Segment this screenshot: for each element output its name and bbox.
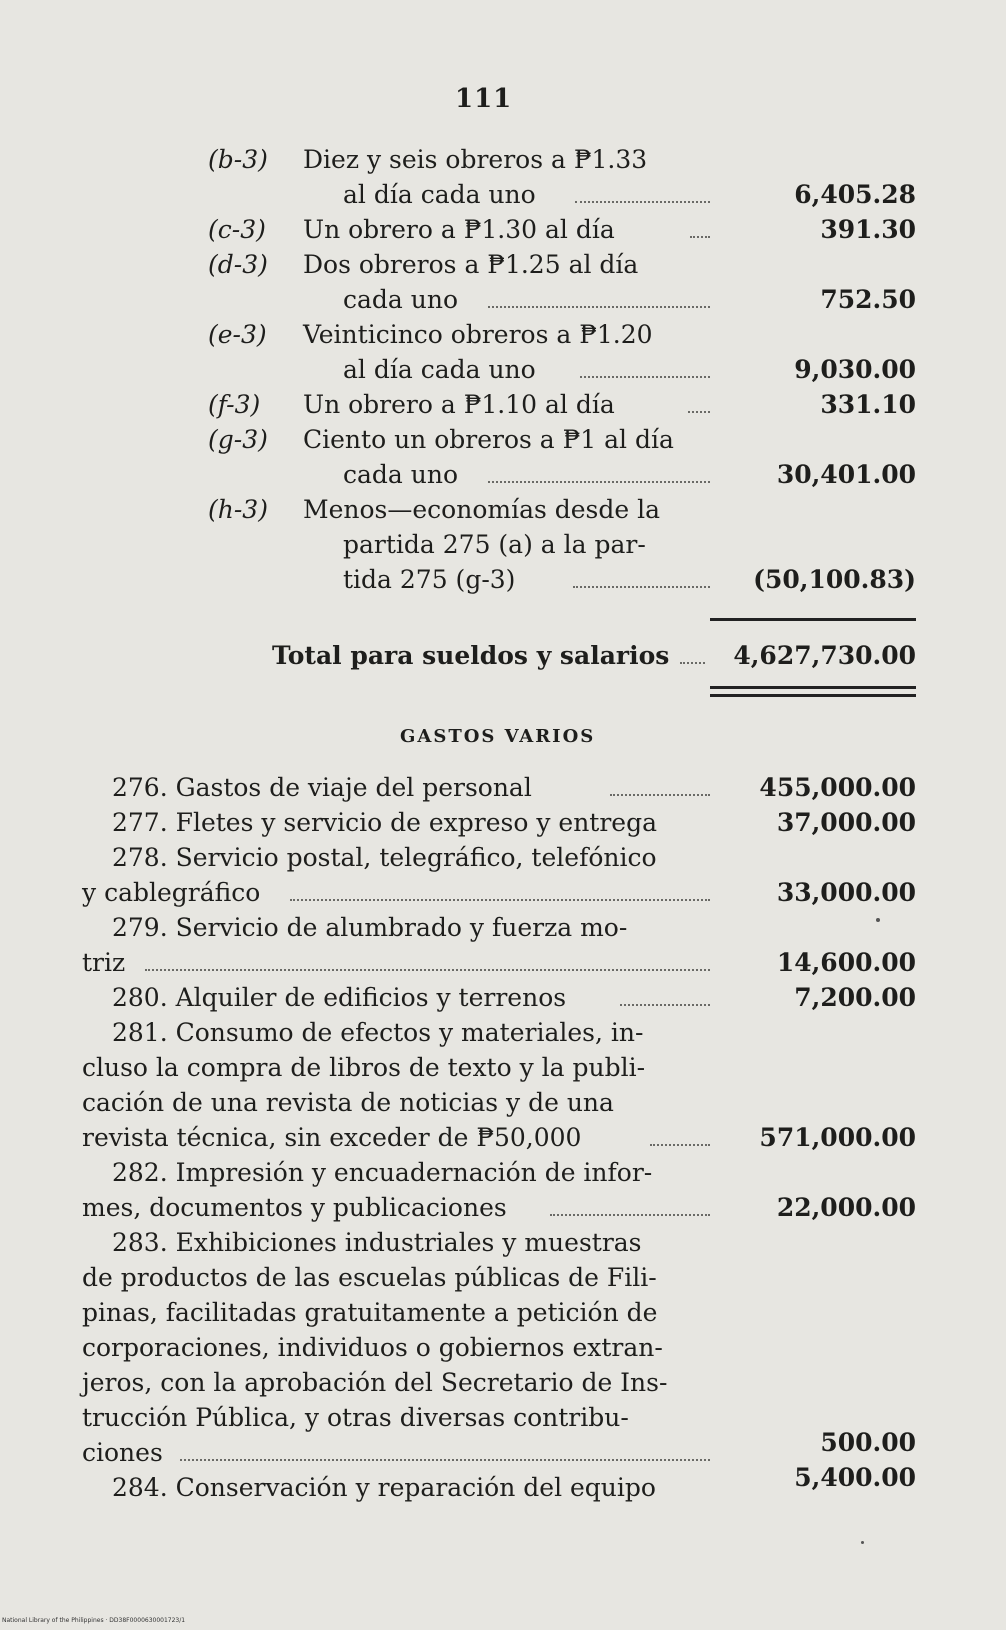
item-line: mes, documentos y publicaciones bbox=[82, 1193, 507, 1222]
leader-dots bbox=[180, 1459, 710, 1461]
leader-dots bbox=[690, 236, 710, 238]
leader-dots bbox=[290, 899, 710, 901]
total-label: Total para sueldos y salarios bbox=[272, 641, 670, 670]
leader-dots bbox=[688, 411, 710, 413]
item-line: 282. Impresión y encuadernación de infor- bbox=[112, 1158, 653, 1187]
leader-dots bbox=[145, 969, 710, 971]
subtotal-rule bbox=[710, 618, 916, 621]
scan-footer: National Library of the Philippines · DD38F0000630001723/1 bbox=[2, 1617, 186, 1624]
item-amount: 33,000.00 bbox=[776, 878, 916, 907]
item-line: pinas, facilitadas gratuitamente a petición de bbox=[82, 1298, 658, 1327]
page-number: 111 bbox=[455, 84, 513, 114]
item-amount: 455,000.00 bbox=[759, 773, 916, 802]
item-line: cación de una revista de noticias y de una bbox=[82, 1088, 614, 1117]
item-line: 277. Fletes y servicio de expreso y entrega bbox=[112, 808, 658, 837]
leader-dots bbox=[620, 1004, 710, 1006]
leader-dots bbox=[575, 201, 710, 203]
item-code: (c-3) bbox=[208, 215, 266, 244]
item-line: triz bbox=[82, 948, 126, 977]
item-line: Ciento un obreros a ₱1 al día bbox=[303, 425, 674, 454]
item-line: 281. Consumo de efectos y materiales, in- bbox=[112, 1018, 644, 1047]
leader-dots bbox=[610, 794, 710, 796]
item-line: Diez y seis obreros a ₱1.33 bbox=[303, 145, 648, 174]
item-amount: 14,600.00 bbox=[776, 948, 916, 977]
item-line: 283. Exhibiciones industriales y muestras bbox=[112, 1228, 642, 1257]
item-line: Menos—economías desde la bbox=[303, 495, 661, 524]
item-code: (g-3) bbox=[208, 425, 268, 454]
total-amount: 4,627,730.00 bbox=[733, 641, 916, 670]
item-line: cada uno bbox=[343, 285, 459, 314]
item-line: cluso la compra de libros de texto y la publi- bbox=[82, 1053, 646, 1082]
item-line: al día cada uno bbox=[343, 355, 536, 384]
item-amount: 391.30 bbox=[820, 215, 916, 244]
item-line: 278. Servicio postal, telegráfico, telefónico bbox=[112, 843, 657, 872]
item-amount: 500.00 bbox=[820, 1428, 916, 1457]
item-amount: (50,100.83) bbox=[753, 565, 916, 594]
item-amount: 22,000.00 bbox=[776, 1193, 916, 1222]
scan-speck bbox=[861, 1541, 864, 1544]
leader-dots bbox=[680, 662, 705, 664]
leader-dots bbox=[580, 376, 710, 378]
item-line: cada uno bbox=[343, 460, 459, 489]
leader-dots bbox=[488, 306, 710, 308]
item-amount: 37,000.00 bbox=[776, 808, 916, 837]
item-line: 280. Alquiler de edificios y terrenos bbox=[112, 983, 567, 1012]
item-amount: 571,000.00 bbox=[759, 1123, 916, 1152]
item-code: (d-3) bbox=[208, 250, 268, 279]
item-line: 276. Gastos de viaje del personal bbox=[112, 773, 532, 802]
item-line: corporaciones, individuos o gobiernos extran- bbox=[82, 1333, 663, 1362]
item-code: (b-3) bbox=[208, 145, 268, 174]
item-amount: 5,400.00 bbox=[794, 1463, 916, 1492]
leader-dots bbox=[650, 1144, 710, 1146]
item-amount: 7,200.00 bbox=[794, 983, 916, 1012]
item-code: (h-3) bbox=[208, 495, 268, 524]
item-line: jeros, con la aprobación del Secretario de Ins- bbox=[82, 1368, 668, 1397]
item-line: Veinticinco obreros a ₱1.20 bbox=[303, 320, 653, 349]
scan-speck bbox=[876, 918, 880, 922]
item-line: partida 275 (a) a la par- bbox=[343, 530, 646, 559]
item-line: y cablegráfico bbox=[82, 878, 261, 907]
item-code: (e-3) bbox=[208, 320, 267, 349]
item-line: 279. Servicio de alumbrado y fuerza mo- bbox=[112, 913, 628, 942]
section-heading: GASTOS VARIOS bbox=[400, 726, 596, 747]
item-line: 284. Conservación y reparación del equipo bbox=[112, 1473, 656, 1502]
item-amount: 9,030.00 bbox=[794, 355, 916, 384]
item-amount: 752.50 bbox=[820, 285, 916, 314]
total-double-rule bbox=[710, 686, 916, 697]
item-amount: 331.10 bbox=[820, 390, 916, 419]
item-line: Un obrero a ₱1.10 al día bbox=[303, 390, 615, 419]
item-line: ciones bbox=[82, 1438, 163, 1467]
item-line: revista técnica, sin exceder de ₱50,000 bbox=[82, 1123, 582, 1152]
item-line: de productos de las escuelas públicas de Fili- bbox=[82, 1263, 657, 1292]
item-amount: 30,401.00 bbox=[776, 460, 916, 489]
item-line: Dos obreros a ₱1.25 al día bbox=[303, 250, 639, 279]
leader-dots bbox=[488, 481, 710, 483]
leader-dots bbox=[550, 1214, 710, 1216]
item-code: (f-3) bbox=[208, 390, 261, 419]
item-line: tida 275 (g-3) bbox=[343, 565, 516, 594]
item-line: al día cada uno bbox=[343, 180, 536, 209]
item-line: Un obrero a ₱1.30 al día bbox=[303, 215, 615, 244]
leader-dots bbox=[573, 586, 710, 588]
item-line: trucción Pública, y otras diversas contribu- bbox=[82, 1403, 629, 1432]
item-amount: 6,405.28 bbox=[794, 180, 916, 209]
